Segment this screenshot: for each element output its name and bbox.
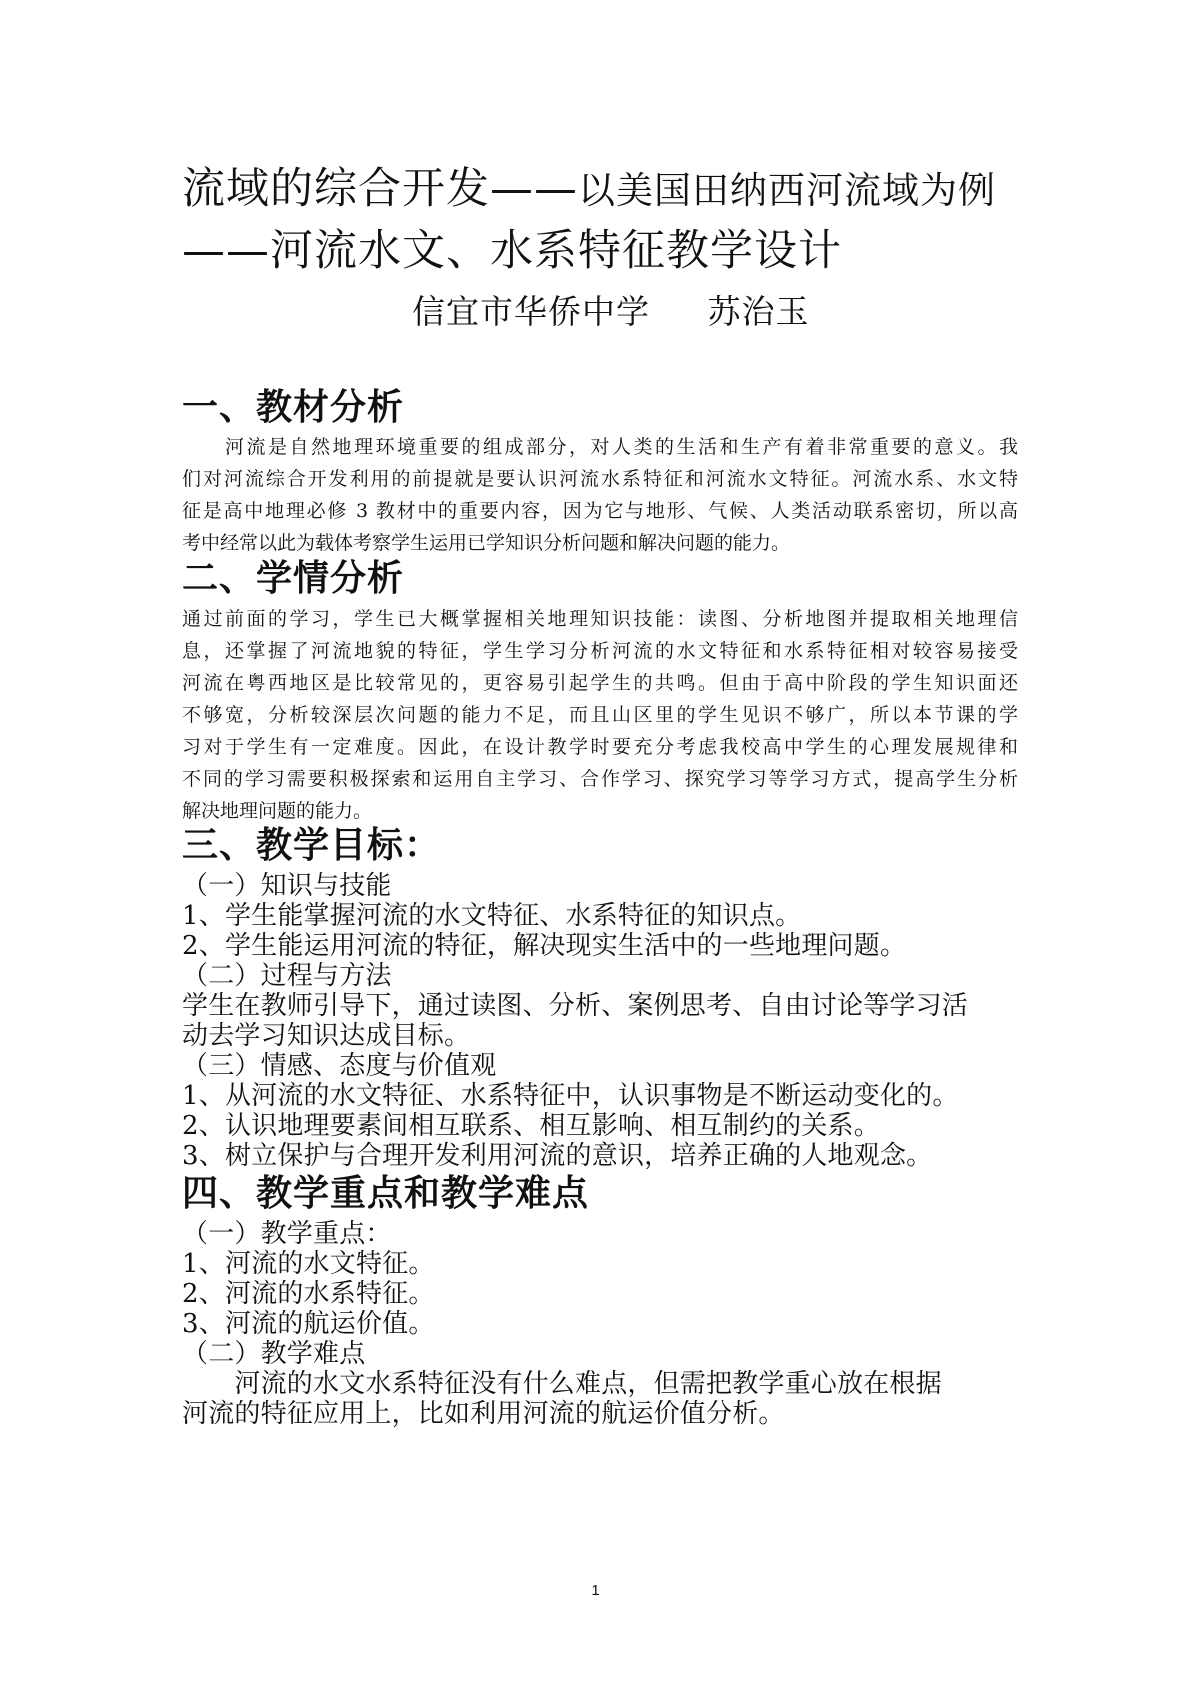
list-item: （二）过程与方法 [182,961,392,991]
title-subtitle: 以美国田纳西河流域为例 [578,169,996,212]
list-item: 3、树立保护与合理开发利用河流的意识，培养正确的人地观念。 [182,1141,933,1171]
page-number: 1 [591,1582,600,1599]
section-body-teaching-objectives [182,871,1022,1171]
list-item: 3、河流的航运价值。 [182,1309,435,1339]
list-item: 河流的特征应用上，比如利用河流的航运价值分析。 [182,1399,785,1429]
paragraph-line: 息，还掌握了河流地貌的特征，学生学习分析河流的水文特征和水系特征相对较容易接受 [182,640,1018,662]
list-item: （三）情感、态度与价值观 [182,1051,497,1081]
list-item: 2、学生能运用河流的特征，解决现实生活中的一些地理问题。 [182,931,907,961]
paragraph-line: 们对河流综合开发利用的前提就是要认识河流水系特征和河流水文特征。河流水系、水文特 [182,468,1018,490]
document-title-line2: ——河流水文、水系特征教学设计 [182,226,842,276]
list-item: 河流的水文水系特征没有什么难点，但需把教学重心放在根据 [182,1369,942,1399]
list-item: 1、从河流的水文特征、水系特征中，认识事物是不断运动变化的。 [182,1081,959,1111]
list-item: 1、学生能掌握河流的水文特征、水系特征的知识点。 [182,901,802,931]
paragraph-line: 征是高中地理必修 3 教材中的重要内容，因为它与地形、气候、人类活动联系密切，所以高 [182,500,1018,522]
paragraph-line: 河流是自然地理环境重要的组成部分，对人类的生活和生产有着非常重要的意义。我 [182,436,1018,458]
section-heading-teaching-objectives: 三、教学目标： [182,825,442,866]
list-item: （一）教学重点： [182,1219,392,1249]
paragraph-line: 不同的学习需要积极探索和运用自主学习、合作学习、探究学习等学习方式，提高学生分析 [182,768,1018,790]
paragraph-line: 习对于学生有一定难度。因此，在设计教学时要充分考虑我校高中学生的心理发展规律和 [182,736,1018,758]
list-item: （一）知识与技能 [182,871,392,901]
paragraph-line: 不够宽，分析较深层次问题的能力不足，而且山区里的学生见识不够广，所以本节课的学 [182,704,1018,726]
list-item: 学生在教师引导下，通过读图、分析、案例思考、自由讨论等学习活 [182,991,969,1021]
list-item: 1、河流的水文特征。 [182,1249,435,1279]
section-body-key-points [182,1219,1022,1429]
section-body-student-analysis [182,603,1018,827]
paragraph-line: 河流在粤西地区是比较常见的，更容易引起学生的共鸣。但由于高中阶段的学生知识面还 [182,672,1018,694]
section-body-textbook-analysis [182,431,1018,559]
section-heading-textbook-analysis: 一、教材分析 [182,387,405,428]
paragraph-line: 考中经常以此为载体考察学生运用已学知识分析问题和解决问题的能力。 [182,532,791,554]
document-title-line1 [182,162,1022,218]
list-item: 动去学习知识达成目标。 [182,1021,471,1051]
list-item: 2、河流的水系特征。 [182,1279,435,1309]
paragraph-line: 通过前面的学习，学生已大概掌握相关地理知识技能：读图、分析地图并提取相关地理信 [182,608,1018,630]
author-line: 信宜市华侨中学 苏治玉 [412,292,810,331]
section-heading-student-analysis: 二、学情分析 [182,558,405,599]
list-item: 2、认识地理要素间相互联系、相互影响、相互制约的关系。 [182,1111,880,1141]
list-item: （二）教学难点 [182,1339,366,1369]
paragraph-line: 解决地理问题的能力。 [182,800,373,822]
section-heading-key-points: 四、教学重点和教学难点 [182,1173,590,1214]
title-main: 流域的综合开发—— [182,164,578,214]
